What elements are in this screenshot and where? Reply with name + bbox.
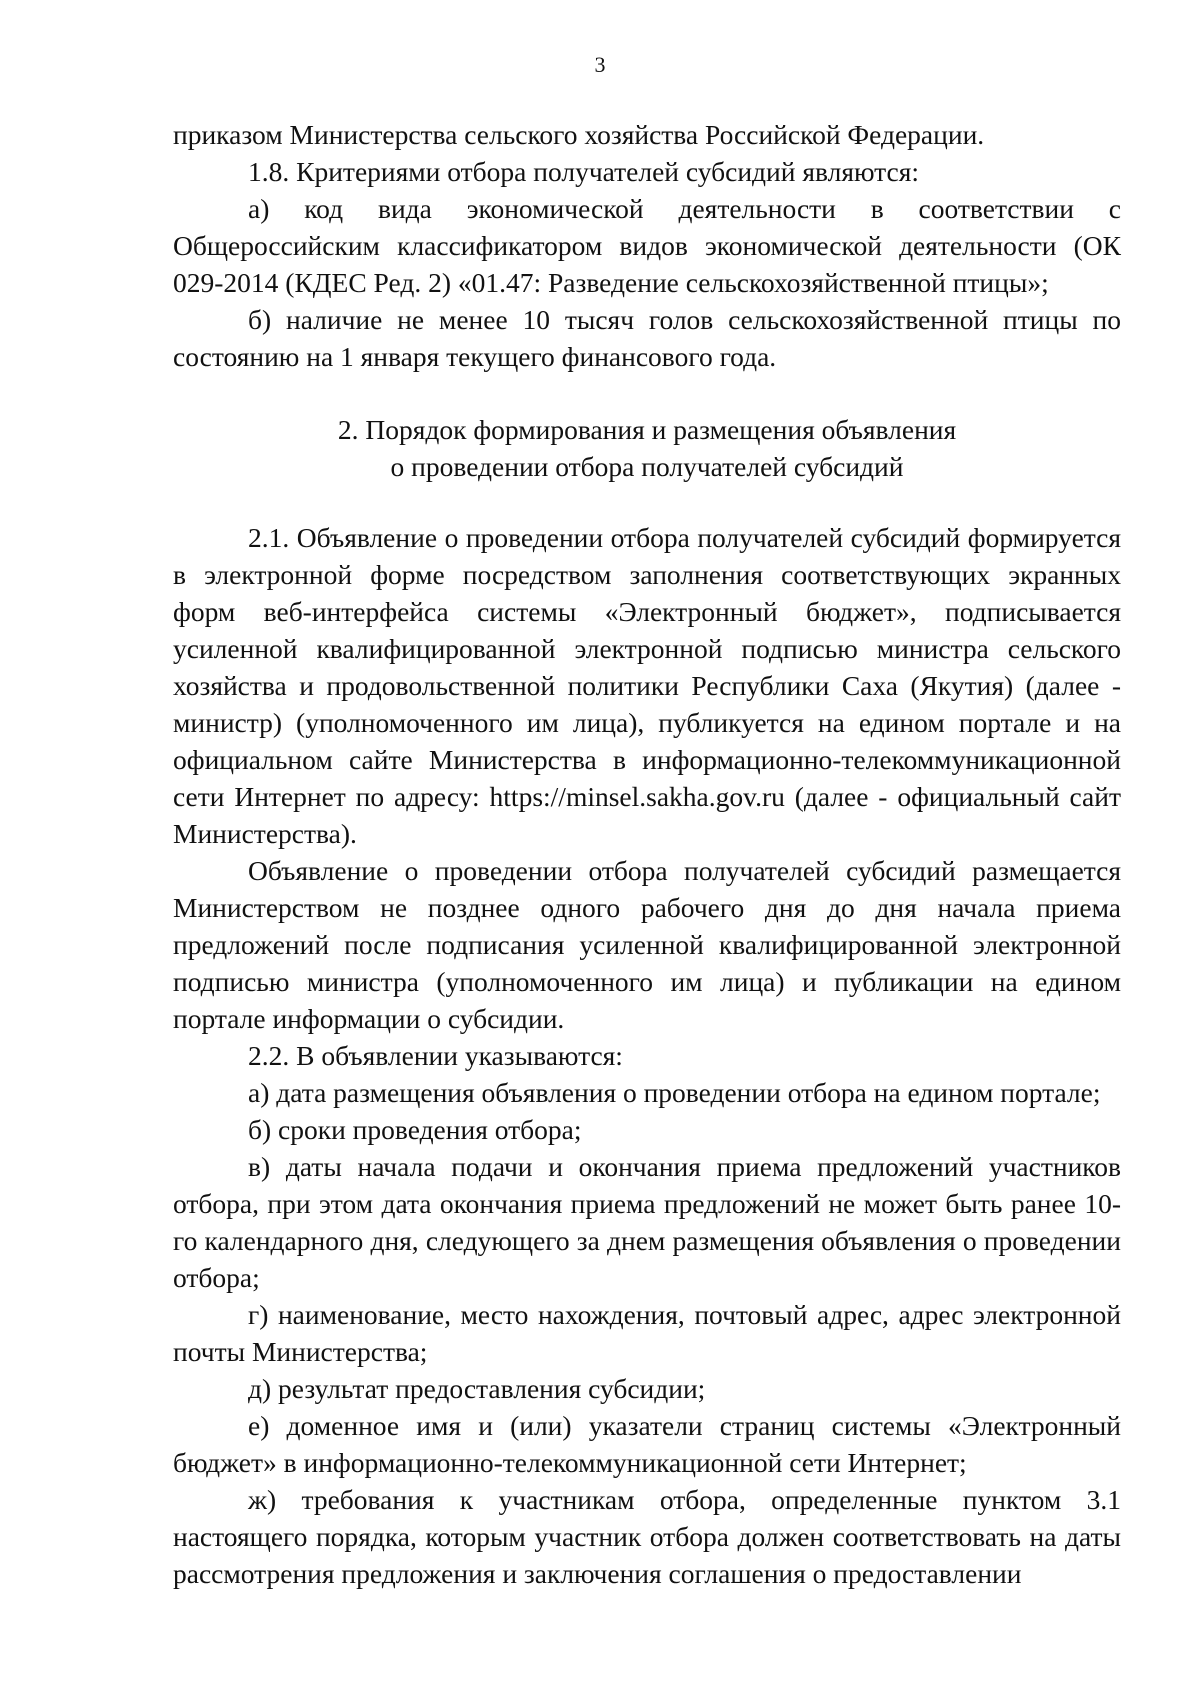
paragraphs-after-heading	[173, 519, 1121, 1592]
section-heading-line-2: о проведении отбора получателей субсидий	[390, 451, 904, 482]
paragraph-p-2-2-g: г) наименование, место нахождения, почтовый адрес, адрес электронной почты Министерства;	[173, 1299, 1121, 1367]
paragraph-p-2-2-e: е) доменное имя и (или) указатели страниц системы «Электронный бюджет» в информационно-телекоммуникационной сети Интернет;	[173, 1410, 1121, 1478]
paragraph-p-2-2-zh: ж) требования к участникам отбора, определенные пунктом 3.1 настоящего порядка, которым участник отбора должен соответствовать на даты рассмотрения предложения и заключения соглашения о предоставлении	[173, 1484, 1121, 1589]
paragraph-p-2-1-b: Объявление о проведении отбора получателей субсидий размещается Министерством не позднее одного рабочего дня до дня начала приема предложений после подписания усиленной квалифицированной электронной подписью министра (уполномоченного им лица) и публикации на едином портале информации о субсидии.	[173, 855, 1121, 1034]
paragraph-p-2-1: 2.1. Объявление о проведении отбора получателей субсидий формируется в электронной форме посредством заполнения соответствующих экранных форм веб-интерфейса системы «Электронный бюджет», подписывается усиленной квалифицированной электронной подписью министра сельского хозяйства и продовольственной политики Республики Саха (Якутия) (далее - министр) (уполномоченного им лица), публикуется на едином портале и на официальном сайте Министерства в информационно-телекоммуникационной сети Интернет по адресу: https://minsel.sakha.gov.ru (далее - официальный сайт Министерства).	[173, 522, 1121, 849]
paragraph-p-1-8-a: а) код вида экономической деятельности в соответствии с Общероссийским классификатором видов экономической деятельности (ОК 029-2014 (КДЕС Ред. 2) «01.47: Разведение сельскохозяйственной птицы»;	[173, 193, 1121, 298]
section-heading-line-1: 2. Порядок формирования и размещения объявления	[337, 414, 957, 445]
page-number: 3	[594, 52, 606, 77]
paragraph-p-2-2-d: д) результат предоставления субсидии;	[248, 1373, 706, 1404]
paragraph-p-2-2-b: б) сроки проведения отбора;	[248, 1114, 582, 1145]
paragraph-p-2-2: 2.2. В объявлении указываются:	[248, 1040, 623, 1071]
section-heading	[173, 411, 1121, 485]
paragraphs-before-heading	[173, 116, 1121, 375]
paragraph-p-1-8-b: б) наличие не менее 10 тысяч голов сельскохозяйственной птицы по состоянию на 1 января текущего финансового года.	[173, 304, 1121, 372]
document-body	[173, 116, 1121, 1592]
paragraph-p-2-2-a: а) дата размещения объявления о проведении отбора на едином портале;	[248, 1077, 1101, 1108]
paragraph-p-2-2-v: в) даты начала подачи и окончания приема предложений участников отбора, при этом дата окончания приема предложений не может быть ранее 10-го календарного дня, следующего за днем размещения объявления о проведении отбора;	[173, 1151, 1121, 1293]
paragraph-p-1-8: 1.8. Критериями отбора получателей субсидий являются:	[248, 156, 920, 187]
paragraph-p-cont: приказом Министерства сельского хозяйства Российской Федерации.	[173, 119, 985, 150]
